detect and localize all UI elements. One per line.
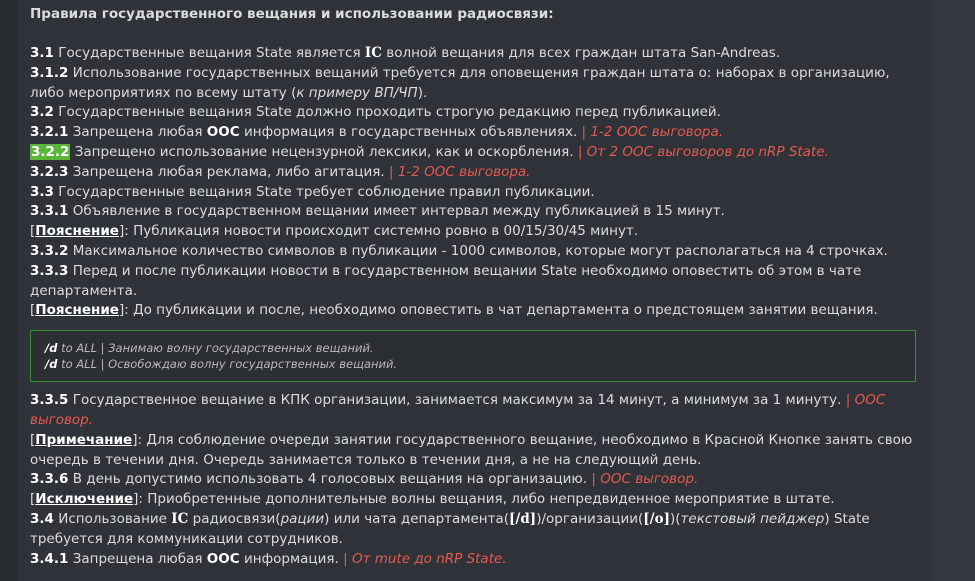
rule-3-3-2: 3.3.2 Максимальное количество символов в публикации - 1000 символов, которые могут располагаться на 4 строчках. [30, 242, 888, 259]
explanation-2: [Пояснение]: До публикации и после, необходимо оповестить в чат департамента о предстоящем занятии вещания. [30, 302, 878, 319]
exception-1: [Исключение]: Приобретенные дополнительные волны вещания, либо непредвиденное мероприятие в штате. [30, 491, 835, 508]
rule-3-1: 3.1 Государственные вещания State является IC волной вещания для всех граждан штата San-Andreas. [30, 45, 781, 61]
penalty-text: 1-2 OOC выговора. [590, 124, 724, 141]
rule-3-4-1: 3.4.1 Запрещена любая OOC информация. | От mute до nRP State. [30, 550, 507, 567]
rule-3-1-2: 3.1.2 Использование государственных вещаний требуется для оповещения граждан штата о: наборах в организацию, либо мероприятиях по всему штату (к примеру ВП/ЧП). [30, 64, 890, 101]
rule-number: 3.3.6 [30, 471, 69, 488]
penalty-text: 1-2 OOC выговора. [397, 163, 531, 180]
note-label: Примечание [35, 431, 133, 448]
department-chat-command: [/d] [509, 510, 537, 527]
rule-3-2-1: 3.2.1 Запрещена любая OOC информация в государственных объявлениях. | 1-2 OOC выговора. [30, 124, 724, 141]
rule-number: 3.4 [30, 510, 54, 527]
rule-number: 3.1.2 [30, 64, 69, 81]
note-1: [Примечание]: Для соблюдение очереди занятии государственного вещание, необходимо в Красной Кнопке занять свою очередь в течении дня. Очередь занимается только в течении дня, а не на следующий день. [30, 431, 913, 468]
command-example-box [30, 330, 916, 382]
right-gutter [932, 0, 975, 581]
rule-3-3-1: 3.3.1 Объявление в государственном вещании имеет интервал между публикацией в 15 минут. [30, 203, 725, 220]
organization-chat-command: [/o] [643, 510, 670, 527]
ic-term: IC [171, 510, 189, 527]
rule-3-2: 3.2 Государственные вещания State должно проходить строгую редакцию перед публикацией. [30, 104, 721, 121]
rule-3-2-3: 3.2.3 Запрещена любая реклама, либо агитация. | 1-2 OOC выговора. [30, 163, 531, 180]
command: /d [45, 341, 58, 356]
explanation-1: [Пояснение]: Публикация новости происходит системно ровно в 00/15/30/45 минут. [30, 223, 639, 240]
rule-3-3: 3.3 Государственные вещания State требует соблюдение правил публикации. [30, 183, 595, 200]
rule-number: 3.3 [30, 183, 54, 200]
rules-heading: Правила государственного вещания и использовании радиосвязи: [30, 6, 554, 22]
rule-number: 3.2.3 [30, 163, 69, 180]
command-line: /d to ALL | Освобождаю волну государственных вещаний. [45, 357, 398, 372]
exception-label: Исключение [35, 491, 134, 508]
rule-3-3-5: 3.3.5 Государственное вещание в КПК организации, занимается максимум за 14 минут, а минимум за 1 минуту. | OOC выговор. [30, 392, 886, 428]
rule-3-3-3: 3.3.3 Перед и после публикации новости в государственном вещании State необходимо оповестить об этом в чате департамента. [30, 262, 862, 299]
forum-post [18, 0, 932, 581]
explanation-label: Пояснение [35, 223, 119, 240]
penalty-text: От mute до nRP State. [351, 550, 507, 567]
penalty-text: От 2 OOC выговоров до nRP State. [586, 143, 829, 160]
explanation-label: Пояснение [35, 302, 119, 319]
rule-number: 3.3.3 [30, 262, 69, 279]
command: /d [45, 357, 58, 372]
rule-number: 3.4.1 [30, 550, 69, 567]
command-line: /d to ALL | Занимаю волну государственных вещаний. [45, 341, 374, 356]
rule-3-3-6: 3.3.6 В день допустимо использовать 4 голосовых вещания на организацию. | OOC выговор. [30, 471, 699, 488]
penalty-text: OOC выговор. [30, 392, 886, 428]
penalty-text: OOC выговор. [600, 471, 699, 488]
rule-number: 3.3.2 [30, 242, 69, 259]
rule-number: 3.1 [30, 45, 54, 61]
post-content [30, 4, 920, 569]
rule-3-4: 3.4 Использование IC радиосвязи(рации) или чата департамента([/d])/организации([/o])(текстовый пейджер) State требуется для коммуникации сотрудников. [30, 510, 870, 547]
highlighted-rule-number: 3.2.2 [31, 143, 70, 160]
ic-term: IC [364, 45, 382, 61]
rule-number: 3.3.1 [30, 203, 69, 220]
rule-number: 3.3.5 [30, 392, 69, 409]
rule-3-2-2: 3.2.2 Запрещено использование нецензурной лексики, как и оскорбления. | От 2 OOC выговоров до nRP State. [31, 143, 829, 160]
rule-number: 3.2.1 [30, 124, 69, 141]
rule-number: 3.2 [30, 104, 54, 121]
